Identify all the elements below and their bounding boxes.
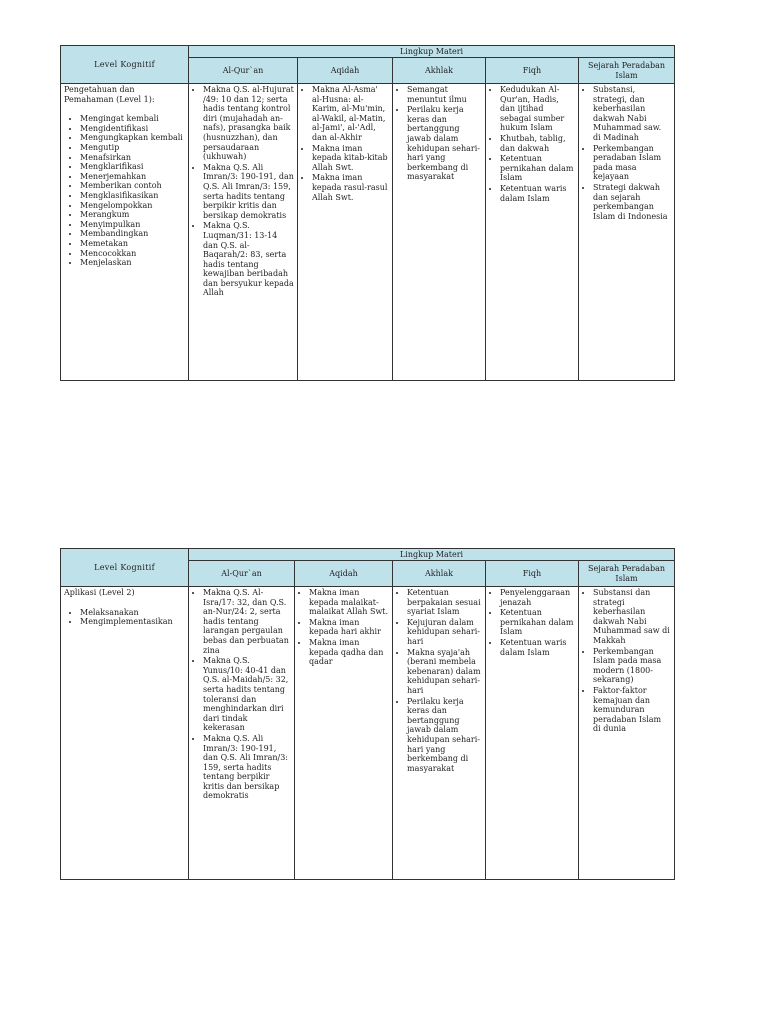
quran-item: • Makna Q.S. Luqman/31: 13-14 dan Q.S. al-Baqarah/2: 83, serta hadis tentang kewajiban beribadah dan bersyukur kepada Allah <box>203 221 294 298</box>
kognitif-cell <box>61 84 189 381</box>
sejarah-item: • Substansi dan strategi keberhasilan dakwah Nabi Muhammad saw di Makkah <box>593 588 671 646</box>
akhlak-cell <box>393 84 486 381</box>
kognitif-item: • Mengidentifikasi <box>80 124 185 134</box>
kognitif-item: • Mengingat kembali <box>80 114 185 124</box>
kognitif-item: • Mengklarifikasi <box>80 162 185 172</box>
sejarah-item: • Strategi dakwah dan sejarah perkembangan Islam di Indonesia <box>593 183 671 221</box>
akhlak-item: • Ketentuan berpakaian sesuai syariat Islam <box>407 588 482 617</box>
aqidah-item: • Makna iman kepada malaikat-malaikat Allah Swt. <box>309 588 389 617</box>
fiqh-item: • Kedudukan Al-Qur'an, Hadis, dan ijtihad sebagai sumber hukum Islam <box>500 85 575 133</box>
aqidah-cell <box>298 84 393 381</box>
akhlak-item: • Perilaku kerja keras dan bertanggung jawab dalam kehidupan sehari-hari yang berkembang di masyarakat <box>407 697 482 774</box>
level-kognitif-header: Level Kognitif <box>61 46 189 84</box>
akhlak-item: • Makna syaja'ah (berani membela kebenaran) dalam kehidupan sehari-hari <box>407 648 482 696</box>
quran-item: • Makna Q.S. Al-Isra/17: 32, dan Q.S. an-Nur/24: 2, serta hadis tentang larangan pergaulan bebas dan perbuatan zina <box>203 588 291 655</box>
fiqh-item: • Khutbah, tablig, dan dakwah <box>500 134 575 153</box>
subject-header-fiqh: Fiqh <box>486 58 579 84</box>
subject-header-sejarah: Sejarah Peradaban Islam <box>579 561 675 587</box>
kognitif-item: • Menerjemahkan <box>80 172 185 182</box>
quran-item: • Makna Q.S. al-Hujurat /49: 10 dan 12; serta hadis tentang kontrol diri (mujahadah an-nafs), prasangka baik (husnuzzhan), dan persaudaraan (ukhuwah) <box>203 85 294 162</box>
aqidah-item: • Makna iman kepada rasul-rasul Allah Swt. <box>312 173 389 202</box>
sejarah-item: • Substansi, strategi, dan keberhasilan dakwah Nabi Muhammad saw. di Madinah <box>593 85 671 143</box>
kognitif-item: • Membandingkan <box>80 229 185 239</box>
sejarah-item: • Perkembangan peradaban Islam pada masa kejayaan <box>593 144 671 182</box>
fiqh-item: • Ketentuan pernikahan dalam Islam <box>500 608 575 637</box>
subject-header-akhlak: Akhlak <box>393 58 486 84</box>
quran-cell <box>189 587 295 880</box>
kognitif-item: • Mengungkapkan kembali <box>80 133 185 143</box>
akhlak-item: • Kejujuran dalam kehidupan sehari-hari <box>407 618 482 647</box>
kognitif-cell <box>61 587 189 880</box>
aqidah-cell <box>295 587 393 880</box>
subject-header-sejarah: Sejarah Peradaban Islam <box>579 58 675 84</box>
lingkup-materi-header: Lingkup Materi <box>189 549 675 561</box>
kognitif-list <box>64 608 185 627</box>
kognitif-item: • Mengimplementasikan <box>80 617 185 627</box>
kognitif-heading: Aplikasi (Level 2) <box>64 588 135 597</box>
quran-cell <box>189 84 298 381</box>
fiqh-item: • Penyelenggaraan jenazah <box>500 588 575 607</box>
subject-header-aqidah: Aqidah <box>298 58 393 84</box>
subject-header-quran: Al-Qur`an <box>189 561 295 587</box>
sejarah-cell <box>579 84 675 381</box>
sejarah-cell <box>579 587 675 880</box>
kognitif-item: • Mengklasifikasikan <box>80 191 185 201</box>
aqidah-item: • Makna iman kepada hari akhir <box>309 618 389 637</box>
kognitif-item: • Merangkum <box>80 210 185 220</box>
kognitif-item: • Memberikan contoh <box>80 181 185 191</box>
fiqh-item: • Ketentuan waris dalam Islam <box>500 638 575 657</box>
sejarah-item: • Perkembangan Islam pada masa modern (1800-sekarang) <box>593 647 671 685</box>
akhlak-item: • Perilaku kerja keras dan bertanggung jawab dalam kehidupan sehari-hari yang berkembang di masyarakat <box>407 105 482 182</box>
aqidah-item: • Makna iman kepada qadha dan qadar <box>309 638 389 667</box>
kognitif-item: • Menafsirkan <box>80 153 185 163</box>
kognitif-item: • Melaksanakan <box>80 608 185 618</box>
fiqh-item: • Ketentuan pernikahan dalam Islam <box>500 154 575 183</box>
kognitif-item: • Memetakan <box>80 239 185 249</box>
quran-item: • Makna Q.S. Ali Imran/3: 190-191, dan Q.S. Ali Imran/3: 159, serta hadits tentang berpikir kritis dan bersikap demokratis <box>203 163 294 221</box>
curriculum-table-level-1 <box>60 45 675 381</box>
subject-header-aqidah: Aqidah <box>295 561 393 587</box>
aqidah-item: • Makna Al-Asma' al-Husna: al-Karim, al-Mu'min, al-Wakil, al-Matin, al-Jami', al-'Adl, dan al-Akhir <box>312 85 389 143</box>
aqidah-item: • Makna iman kepada kitab-kitab Allah Swt. <box>312 144 389 173</box>
kognitif-item: • Mengutip <box>80 143 185 153</box>
subject-header-fiqh: Fiqh <box>486 561 579 587</box>
subject-header-quran: Al-Qur`an <box>189 58 298 84</box>
fiqh-cell <box>486 587 579 880</box>
kognitif-list <box>64 114 185 268</box>
curriculum-table-level-2 <box>60 548 675 880</box>
quran-item: • Makna Q.S. Yunus/10: 40-41 dan Q.S. al-Maidah/5: 32, serta hadits tentang toleransi dan menghindarkan diri dari tindak kekerasan <box>203 656 291 733</box>
akhlak-item: • Semangat menuntut ilmu <box>407 85 482 104</box>
lingkup-materi-header: Lingkup Materi <box>189 46 675 58</box>
sejarah-item: • Faktor-faktor kemajuan dan kemunduran peradaban Islam di dunia <box>593 686 671 734</box>
akhlak-cell <box>393 587 486 880</box>
subject-header-akhlak: Akhlak <box>393 561 486 587</box>
kognitif-item: • Menyimpulkan <box>80 220 185 230</box>
kognitif-item: • Mengelompokkan <box>80 201 185 211</box>
kognitif-item: • Menjelaskan <box>80 258 185 268</box>
quran-item: • Makna Q.S. Ali Imran/3: 190-191, dan Q.S. Ali Imran/3: 159, serta hadits tentang berpikir kritis dan bersikap demokratis <box>203 734 291 801</box>
kognitif-heading: Pengetahuan dan Pemahaman (Level 1): <box>64 85 155 104</box>
level-kognitif-header: Level Kognitif <box>61 549 189 587</box>
kognitif-item: • Mencocokkan <box>80 249 185 259</box>
fiqh-item: • Ketentuan waris dalam Islam <box>500 184 575 203</box>
fiqh-cell <box>486 84 579 381</box>
